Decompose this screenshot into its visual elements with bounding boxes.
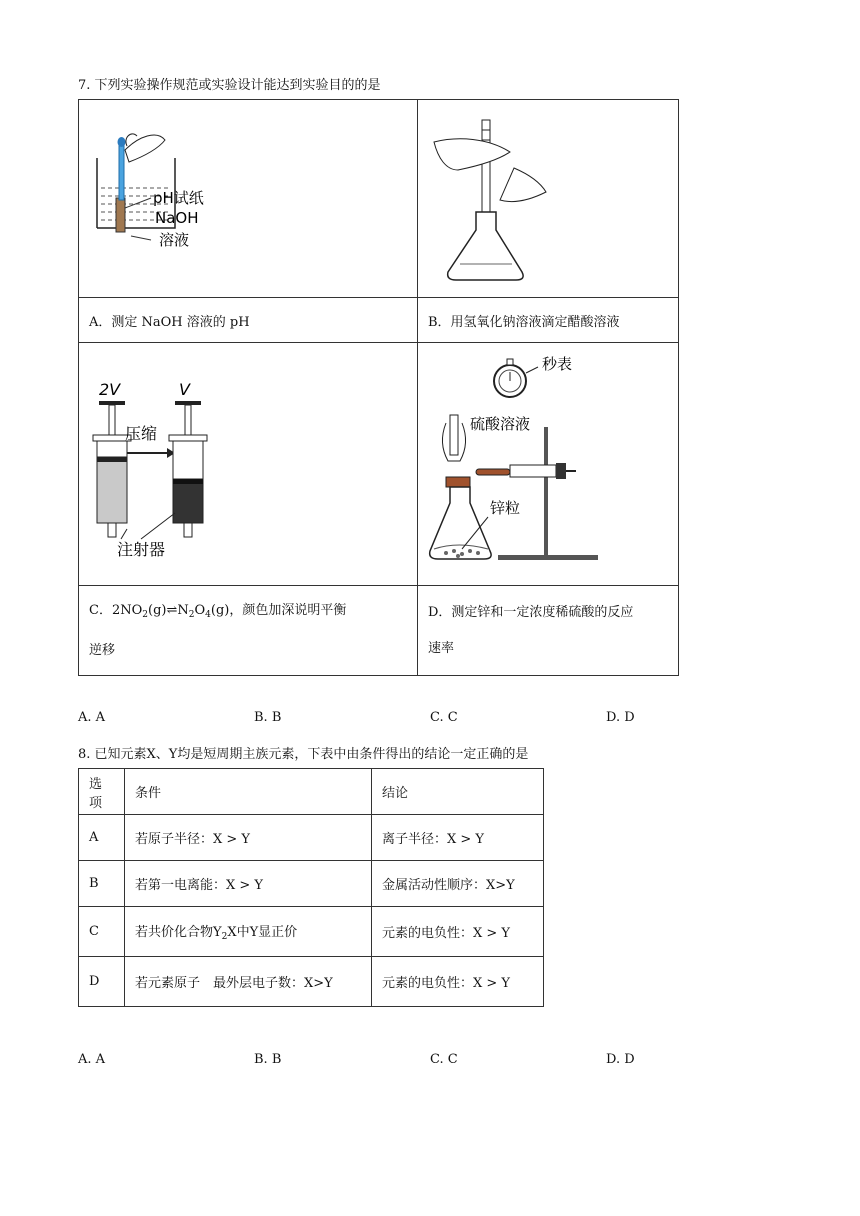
question-7-options: [78, 710, 678, 730]
option-d[interactable]: D. D: [606, 710, 635, 725]
question-7-table: [78, 99, 679, 676]
question-7-title: 7. 下列实验操作规范或实验设计能达到实验目的的是: [78, 78, 381, 93]
figure-d-cell: [418, 343, 679, 586]
caption-b: B．用氢氧化钠溶液滴定醋酸溶液: [418, 298, 679, 343]
option-d[interactable]: D. D: [606, 1052, 635, 1067]
header-option: 选项: [79, 769, 125, 815]
sulfuric-acid-label: 硫酸溶液: [470, 415, 531, 433]
caption-d: D．测定锌和一定浓度稀硫酸的反应 速率: [418, 586, 679, 676]
option-c[interactable]: C. C: [430, 710, 458, 725]
reaction-rate-figure: [418, 343, 678, 581]
table-row: B 若第一电离能：X > Y 金属活动性顺序：X>Y: [79, 861, 544, 907]
question-8-title: 8. 已知元素X、Y均是短周期主族元素，下表中由条件得出的结论一定正确的是: [78, 747, 529, 762]
syringe-label: 注射器: [117, 540, 166, 559]
table-row: A 若原子半径：X > Y 离子半径：X > Y: [79, 815, 544, 861]
stopwatch-label: 秒表: [542, 355, 573, 373]
caption-c: C．$2NO_2(g)\rightleftharpoons N_2O_4(g)$，颜色加深说明平衡 逆移: [79, 586, 418, 676]
solution-label: 溶液: [159, 231, 190, 249]
ph-test-figure: [79, 100, 417, 293]
option-a[interactable]: A. A: [78, 710, 106, 725]
option-b[interactable]: B. B: [254, 710, 282, 725]
question-8-options: [78, 1052, 678, 1072]
header-conclusion: 结论: [372, 769, 544, 815]
table-row: C 若共价化合物$Y_2X$中Y显正价 元素的电负性：X > Y: [79, 907, 544, 957]
header-condition: 条件: [125, 769, 372, 815]
question-8-table: [78, 768, 544, 1007]
titration-figure: [418, 100, 678, 293]
figure-c-cell: [79, 343, 418, 586]
figure-a-cell: [79, 100, 418, 298]
naoh-label: NaOH: [155, 209, 199, 227]
caption-a: A．测定 NaOH 溶液的 pH: [79, 298, 418, 343]
table-row: D 若元素原子 最外层电子数：X>Y 元素的电负性：X > Y: [79, 957, 544, 1007]
syringe-figure: [79, 343, 417, 581]
ph-paper-label: pH试纸: [153, 189, 204, 207]
compress-label: 压缩: [125, 424, 158, 443]
zinc-label: 锌粒: [490, 499, 521, 517]
volume-2v-label: 2V: [99, 380, 121, 399]
option-a[interactable]: A. A: [78, 1052, 106, 1067]
option-c[interactable]: C. C: [430, 1052, 458, 1067]
option-b[interactable]: B. B: [254, 1052, 282, 1067]
figure-b-cell: [418, 100, 679, 298]
volume-v-label: V: [179, 380, 190, 399]
